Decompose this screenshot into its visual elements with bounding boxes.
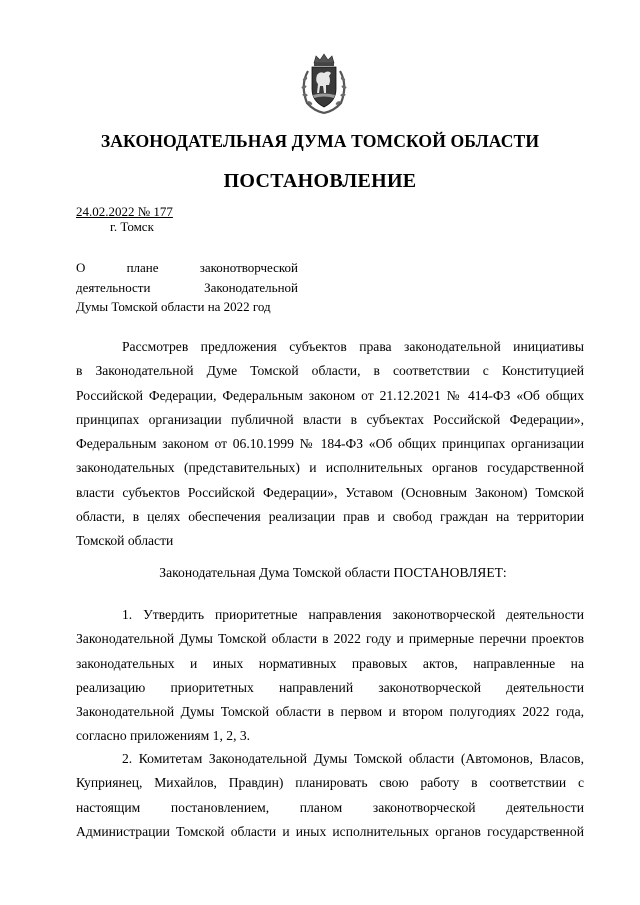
paragraph-line: Томской области (76, 533, 174, 549)
paragraph-line: власти субъектов Российской Федерации», Уставом (Основным Законом) Томской (76, 484, 584, 500)
subject-line: Думы Томской области на 2022 год (76, 299, 271, 314)
city: г. Томск (110, 219, 154, 234)
preamble-paragraph (76, 335, 584, 554)
paragraph-line: 2. Комитетам Законодательной Думы Томской области (Автомонов, Власов, (122, 751, 584, 766)
paragraph-line: законодательных и иных нормативных правовых актов, направленные на (76, 655, 584, 671)
tomsk-oblast-coat-of-arms-icon (298, 53, 350, 115)
paragraph-line: Рассмотрев предложения субъектов права законодательной инициативы (122, 339, 584, 354)
paragraph-line: законодательных (представительных) и исполнительных органов государственной (76, 460, 584, 476)
paragraph-line: Куприянец, Михайлов, Правдин) планировать свою работу в соответствии с (76, 775, 584, 791)
document-type-title: ПОСТАНОВЛЕНИЕ (223, 170, 417, 192)
paragraph-line: Администрации Томской области и иных исполнительных органов государственной (76, 823, 584, 839)
subject-line: О плане законотворческой (76, 260, 298, 275)
paragraph-line: согласно приложениям 1, 2, 3. (76, 728, 251, 744)
paragraph-line: в Законодательной Думе Томской области, в соответствии с Конституцией (76, 363, 584, 379)
resolution-line: Законодательная Дума Томской области ПОСТАНОВЛЯЕТ: (159, 565, 507, 580)
paragraph-line: Российской Федерации, Федеральным законом от 21.12.2021 № 414-ФЗ «Об общих (76, 387, 584, 403)
organization-title: ЗАКОНОДАТЕЛЬНАЯ ДУМА ТОМСКОЙ ОБЛАСТИ (100, 131, 540, 151)
item-2-paragraph (76, 747, 584, 844)
paragraph-line: 1. Утвердить приоритетные направления законотворческой деятельности (122, 607, 584, 622)
item-1-paragraph (76, 603, 584, 749)
paragraph-line: принципах организации публичной власти в субъектах Российской Федерации», (76, 411, 584, 427)
paragraph-line: Законодательной Думы Томской области в 2022 году и примерные перечни проектов (76, 631, 584, 647)
document-subject (76, 258, 298, 317)
paragraph-line: Федеральным законом от 06.10.1999 № 184-ФЗ «Об общих принципах организации (76, 436, 584, 452)
paragraph-line: настоящим постановлением, планом законотворческой деятельности (76, 799, 584, 815)
paragraph-line: области, в целях обеспечения реализации прав и свобод граждан на территории (76, 509, 584, 525)
subject-line: деятельности Законодательной (76, 279, 298, 295)
paragraph-line: реализацию приоритетных направлений законотворческой деятельности (76, 679, 584, 695)
date-and-number: 24.02.2022 № 177 (76, 204, 173, 219)
paragraph-line: Законодательной Думы Томской области в первом и втором полугодиях 2022 года, (76, 704, 584, 720)
